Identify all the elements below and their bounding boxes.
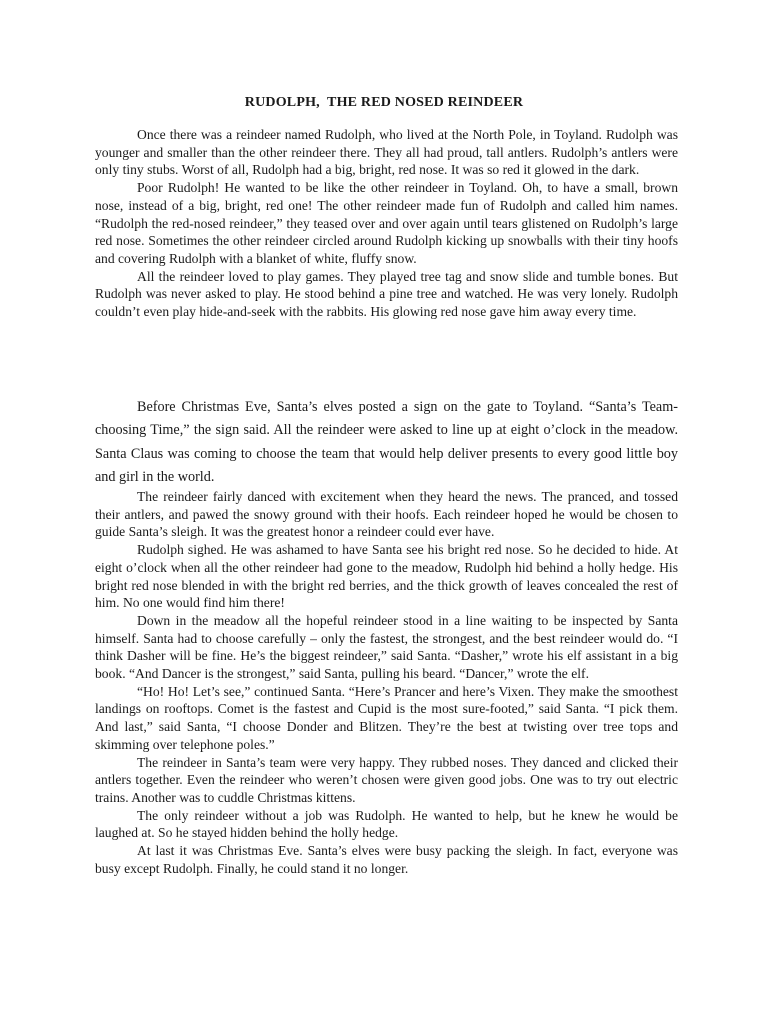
paragraph: Down in the meadow all the hopeful reindeer stood in a line waiting to be inspected by Santa himself. Santa had to choose carefully – only the fastest, the strongest, and the best reindeer would do. “I think Dasher will be fine. He’s the biggest reindeer,” said Santa. “Dasher,” wrote his elf assistant in a big book. “And Dancer is the strongest,” said Santa, pulling his beard. “Dancer,” wrote the elf. [95, 612, 678, 682]
paragraph: At last it was Christmas Eve. Santa’s elves were busy packing the sleigh. In fact, everyone was busy except Rudolph. Finally, he could stand it no longer. [95, 843, 678, 876]
paragraph: Once there was a reindeer named Rudolph, who lived at the North Pole, in Toyland. Rudolph was younger and smaller than the other reindeer there. They all had proud, tall antlers. Rudolph’s antlers were only tiny stubs. Worst of all, Rudolph had a big, bright, red nose. It was so red it glowed in the dark. [95, 127, 678, 178]
paragraph: The only reindeer without a job was Rudolph. He wanted to help, but he knew he would be laughed at. So he stayed hidden behind the holly hedge. [95, 807, 678, 841]
paragraph: “Ho! Ho! Let’s see,” continued Santa. “Here’s Prancer and here’s Vixen. They make the smoothest landings on rooftops. Comet is the fastest and Cupid is the most sure-footed,” said Santa. “I pick them. And last,” said Santa, “I choose Donder and Blitzen. They’re the best at twisting over tree tops and skimming over telephone poles.” [95, 683, 678, 752]
paragraph: The reindeer in Santa’s team were very happy. They rubbed noses. They danced and clicked their antlers together. Even the reindeer who weren’t chosen were given good jobs. One was to try out electric trains. Another was to cuddle Christmas kittens. [95, 754, 678, 805]
section-3 [95, 488, 678, 877]
paragraph: Rudolph sighed. He was ashamed to have Santa see his bright red nose. So he decided to hide. At eight o’clock when all the other reindeer had gone to the meadow, Rudolph hid behind a holly hedge. His bright red nose blended in with the bright red berries, and the thick growth of leaves concealed the rest of him. No one would find him there! [95, 542, 678, 611]
document-title: RUDOLPH, THE RED NOSED REINDEER [244, 95, 524, 110]
section-2 [95, 396, 678, 489]
paragraph: The reindeer fairly danced with excitement when they heard the news. The pranced, and tossed their antlers, and pawed the snowy ground with their hoofs. Each reindeer hoped he would be chosen to guide Santa’s sleigh. It was the greatest honor a reindeer could ever have. [95, 489, 678, 540]
paragraph: All the reindeer loved to play games. They played tree tag and snow slide and tumble bones. But Rudolph was never asked to play. He stood behind a pine tree and watched. He was very lonely. Rudolph couldn’t even play hide-and-seek with the rabbits. His glowing red nose gave him away every time. [95, 268, 678, 320]
section-1 [95, 126, 678, 321]
paragraph: Before Christmas Eve, Santa’s elves posted a sign on the gate to Toyland. “Santa’s Team-choosing Time,” the sign said. All the reindeer were asked to line up at eight o’clock in the meadow. Santa Claus was coming to choose the team that would help deliver presents to every good little boy and girl in the world. [95, 399, 678, 485]
paragraph: Poor Rudolph! He wanted to be like the other reindeer in Toyland. Oh, to have a small, brown nose, instead of a big, bright, red one! The other reindeer made fun of Rudolph and called him names. “Rudolph the red-nosed reindeer,” they teased over and over again until tears glistened on Rudolph’s large red nose. Sometimes the other reindeer circled around Rudolph kicking up snowballs with their tiny hoofs and covering Rudolph with a blanket of white, fluffy snow. [95, 180, 678, 266]
